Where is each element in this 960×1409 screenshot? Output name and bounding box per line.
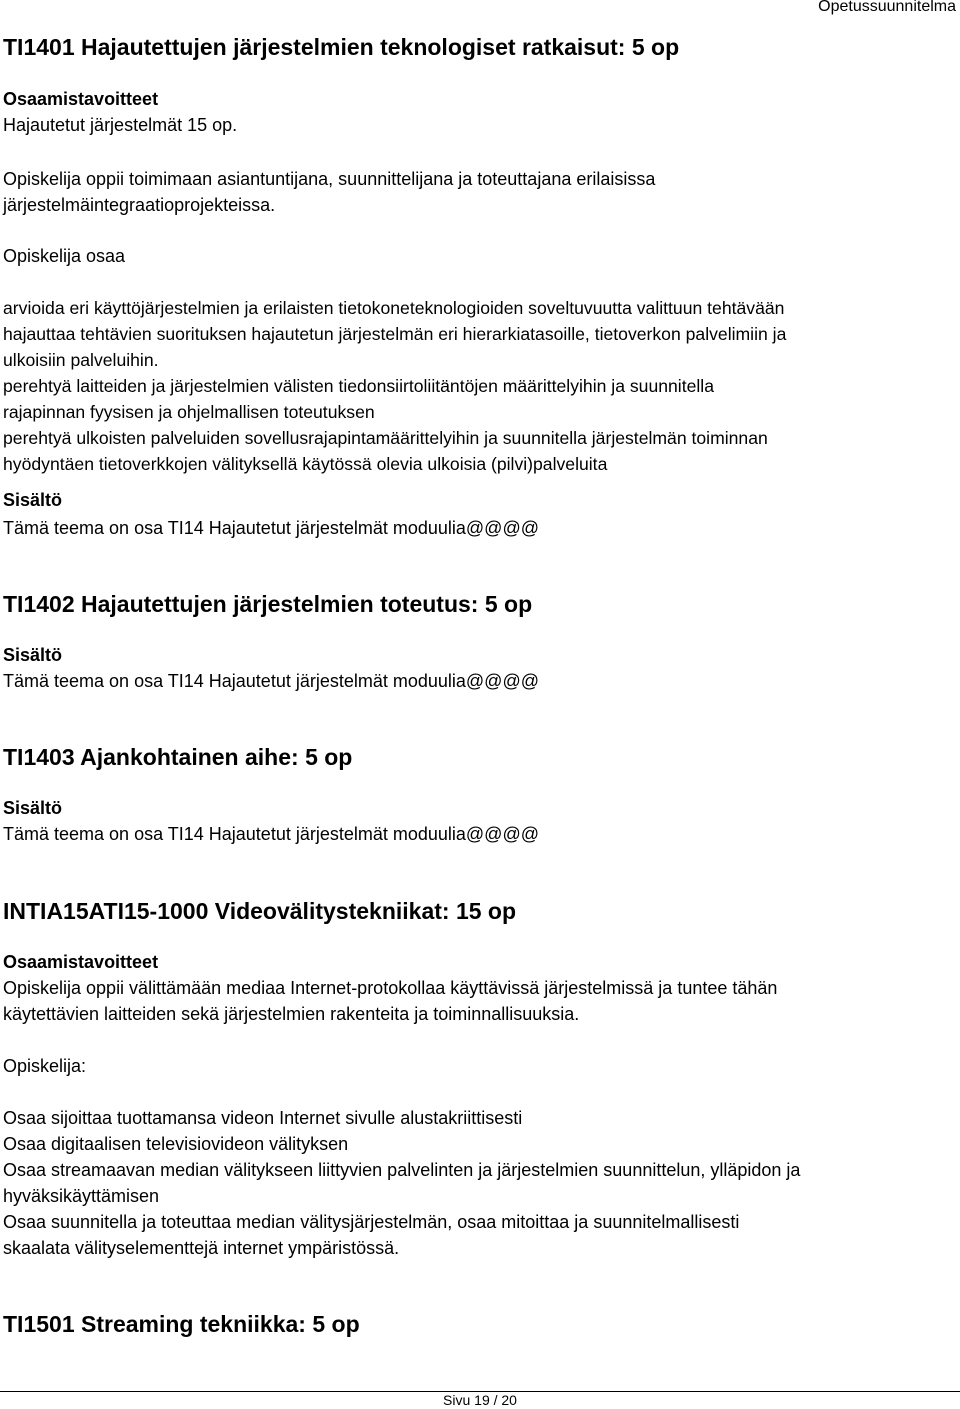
student-can-label: Opiskelija osaa <box>3 246 126 266</box>
ability-line: hyödyntäen tietoverkkojen välityksellä käytössä olevia ulkoisia (pilvi)palveluita <box>3 454 608 474</box>
content-text: Tämä teema on osa TI14 Hajautetut järjestelmät moduulia@@@@ <box>3 518 540 538</box>
ability-line: arvioida eri käyttöjärjestelmien ja erilaisten tietokoneteknologioiden soveltuvuutta valittuun tehtävään <box>3 298 785 318</box>
outcomes-paragraph-line: Opiskelija oppii välittämään mediaa Internet-protokollaa käyttävissä järjestelmissä ja tuntee tähän <box>3 978 778 998</box>
ability-line: perehtyä laitteiden ja järjestelmien välisten tiedonsiirtoliitäntöjen määrittelyihin ja suunnitella <box>3 376 714 396</box>
section-title: TI1501 Streaming tekniikka: 5 op <box>3 1311 360 1337</box>
ability-line: ulkoisiin palveluihin. <box>3 350 159 370</box>
ability-line: skaalata välityselementtejä internet ympäristössä. <box>3 1238 400 1258</box>
ability-line: Osaa sijoittaa tuottamansa videon Internet sivulle alustakriittisesti <box>3 1108 523 1128</box>
content-heading: Sisältö <box>3 798 63 818</box>
section-title: TI1403 Ajankohtainen aihe: 5 op <box>3 744 353 770</box>
page-number: Sivu 19 / 20 <box>443 1392 517 1408</box>
student-label: Opiskelija: <box>3 1056 87 1076</box>
ability-line: Osaa digitaalisen televisiovideon välityksen <box>3 1134 349 1154</box>
section-title: TI1402 Hajautettujen järjestelmien toteutus: 5 op <box>3 591 533 617</box>
ability-line: Osaa streamaavan median välitykseen liittyvien palvelinten ja järjestelmien suunnittelun, ylläpidon ja <box>3 1160 801 1180</box>
outcomes-heading: Osaamistavoitteet <box>3 952 159 972</box>
ability-line: hyväksikäyttämisen <box>3 1186 160 1206</box>
outcomes-intro: Hajautetut järjestelmät 15 op. <box>3 115 238 135</box>
outcomes-paragraph-line: järjestelmäintegraatioprojekteissa. <box>3 195 276 215</box>
content-heading: Sisältö <box>3 490 63 510</box>
content-text: Tämä teema on osa TI14 Hajautetut järjestelmät moduulia@@@@ <box>3 671 540 691</box>
content-heading: Sisältö <box>3 645 63 665</box>
ability-line: Osaa suunnitella ja toteuttaa median välitysjärjestelmän, osaa mitoittaa ja suunnitelmallisesti <box>3 1212 740 1232</box>
outcomes-paragraph-line: Opiskelija oppii toimimaan asiantuntijana, suunnittelijana ja toteuttajana erilaisissa <box>3 169 656 189</box>
ability-line: rajapinnan fyysisen ja ohjelmallisen toteutuksen <box>3 402 375 422</box>
ability-line: hajauttaa tehtävien suorituksen hajautetun järjestelmän eri hierarkiatasoille, tietoverkon palvelimiin ja <box>3 324 787 344</box>
outcomes-heading: Osaamistavoitteet <box>3 89 159 109</box>
outcomes-paragraph-line: käytettävien laitteiden sekä järjestelmien rakenteita ja toiminnallisuuksia. <box>3 1004 580 1024</box>
section-title: TI1401 Hajautettujen järjestelmien teknologiset ratkaisut: 5 op <box>3 34 680 60</box>
content-text: Tämä teema on osa TI14 Hajautetut järjestelmät moduulia@@@@ <box>3 824 540 844</box>
document-header-label: Opetussuunnitelma <box>818 0 956 15</box>
section-title: INTIA15ATI15-1000 Videovälitystekniikat: 15 op <box>3 898 517 924</box>
ability-line: perehtyä ulkoisten palveluiden sovellusrajapintamäärittelyihin ja suunnitella järjestelmän toiminnan <box>3 428 768 448</box>
